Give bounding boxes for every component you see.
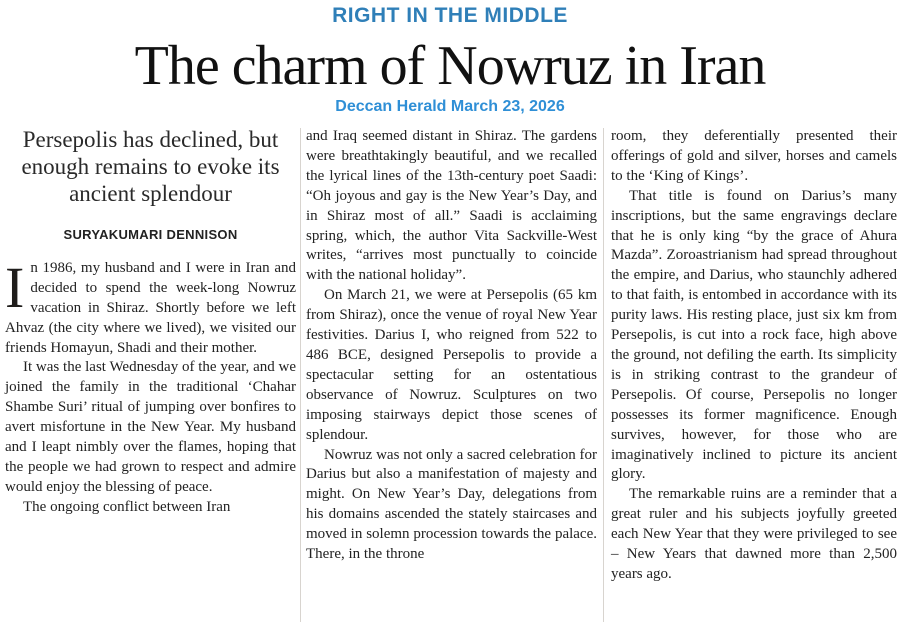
paragraph: The remarkable ruins are a reminder that a great ruler and his subjects joyfully greeted each New Year that they were privileged to see – New Years that dawned more than 2,500 years ago. [611, 486, 897, 582]
column-divider-2 [603, 128, 604, 622]
paragraph: Nowruz was not only a sacred celebration for Darius but also a manifestation of majesty and might. On New Year’s Day, delegations from his domains ascended the stately staircases and moved in solemn procession towards the palace. There, in the throne [306, 446, 597, 563]
paragraph: room, they deferentially presented their offerings of gold and silver, horses and camels to the ‘King of Kings’. [611, 128, 897, 184]
column-divider-1 [300, 128, 301, 622]
headline: The charm of Nowruz in Iran [134, 35, 766, 97]
section-kicker: RIGHT IN THE MIDDLE [332, 4, 568, 27]
paragraph: The ongoing conflict between Iran [23, 498, 231, 515]
paragraph: On March 21, we were at Persepolis (65 km from Shiraz), once the venue of royal New Year festivities. Darius I, who reigned from 522 to 486 BCE, designed Persepolis to provide a spectacular setting for an ostentatious observance of Nowruz. Sculptures on two imposing stairways depict those scenes of splendour. [306, 287, 597, 443]
byline: SURYAKUMARI DENNISON [63, 227, 238, 242]
deck: Persepolis has declined, but enough remains to evoke its ancient splendour [21, 127, 280, 206]
paragraph: That title is found on Darius’s many inscriptions, but the same engravings declare that he is only king “by the grace of Ahura Mazda”. Zoroastrianism had spread throughout the empire, and Darius, who staunchly adhered to that faith, is entombed in accordance with its purity laws. His resting place, just six km from Persepolis, is cut into a rock face, high above the ground, not defiling the earth. Its simplicity is in striking contrast to the grandeur of Persepolis. Of course, Persepolis no longer possesses its former magnificence. Enough survives, however, for those who are imaginatively inclined to picture its ancient glory. [611, 187, 897, 483]
paragraph: It was the last Wednesday of the year, and we joined the family in the traditional ‘Chahar Shambe Suri’ ritual of jumping over bonfires to avert misfortune in the New Year. My husband and I leapt nimbly over the flames, hoping that the people we had grown to respect and admire would enjoy the blessing of peace. [5, 359, 296, 495]
drop-cap: I [5, 254, 25, 320]
paragraph: and Iraq seemed distant in Shiraz. The gardens were breathtakingly beautiful, and we recalled the lyrical lines of the 13th-century poet Saadi: “Oh joyous and gay is the New Year’s Day, and in Shiraz most of all.” Saadi is acclaiming spring, which, the author Vita Sackville-West writes, “arrives most punctually to coincide with the national holiday”. [306, 128, 597, 284]
source-credit: Deccan Herald March 23, 2026 [335, 98, 565, 115]
article-column-2 [306, 127, 597, 565]
paragraph: In 1986, my husband and I were in Iran and decided to spend the week-long Nowruz vacation in Shiraz. Shortly before we left Ahvaz (the city where we lived), we visited our friends Homayun, Shadi and their mother. [5, 254, 296, 356]
article-column-3 [611, 127, 897, 585]
article-column-1 [5, 126, 296, 518]
